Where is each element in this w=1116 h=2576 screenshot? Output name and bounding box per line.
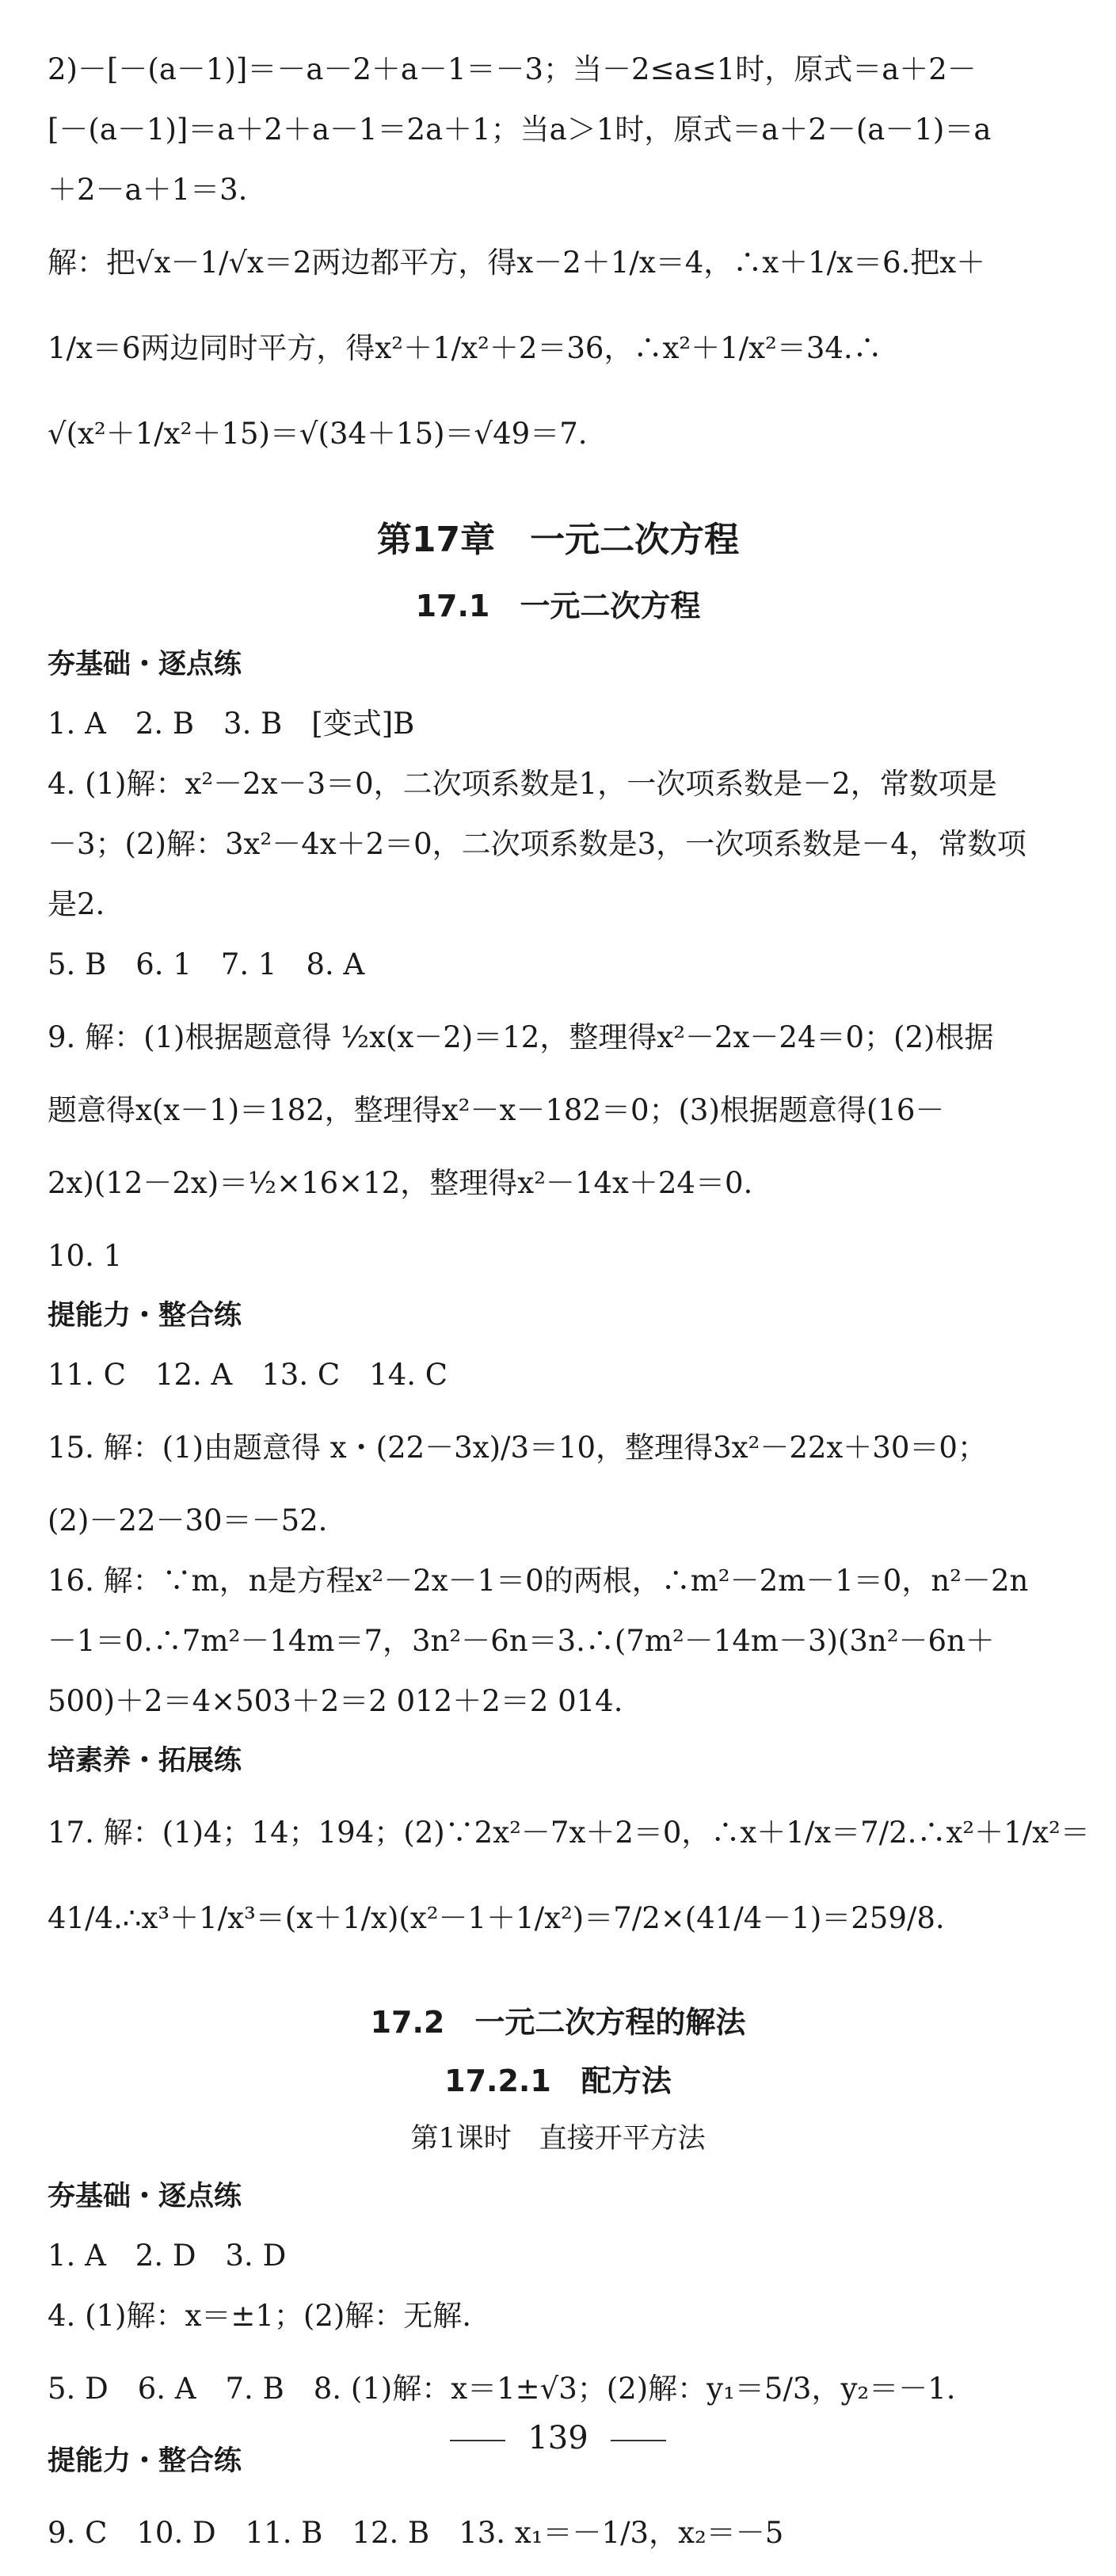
answer-line: 9. 解：(1)根据题意得 ½x(x－2)＝12，整理得x²－2x－24＝0；(2)根据 [48,1020,994,1054]
answer-line: 1. A 2. B 3. B [变式]B [48,707,415,741]
question-3-line-2: 1/x＝6两边同时平方，得x²＋1/x²＋2＝36，∴x²＋1/x²＝34.∴ [48,331,882,365]
section-label: 提能力・整合练 [48,1300,242,1332]
section-label: 夯基础・逐点练 [48,2181,242,2212]
answer-line: 4. (1)解：x²－2x－3＝0，二次项系数是1，一次项系数是－2，常数项是 [48,767,997,801]
answer-line: 9. C 10. D 11. B 12. B 13. x₁＝－1/3，x₂＝－5 [48,2516,784,2550]
section-label: 培素养・拓展练 [48,1745,242,1777]
chapter-title: 第17章 一元二次方程 [376,520,740,560]
footer-rule-right [611,2440,666,2441]
answer-line: 4. (1)解：x＝±1；(2)解：无解. [48,2299,472,2333]
page-number: 139 [528,2420,588,2456]
answer-line: 1. A 2. D 3. D [48,2239,287,2273]
section-title: 17.2 一元二次方程的解法 [370,2005,746,2040]
answer-line: 41/4.∴x³＋1/x³＝(x＋1/x)(x²－1＋1/x²)＝7/2×(41/4－1)＝259/8. [48,1901,945,1935]
answer-line: 题意得x(x－1)＝182，整理得x²－x－182＝0；(3)根据题意得(16－ [48,1093,945,1127]
section-label: 提能力・整合练 [48,2445,242,2477]
answer-line: 15. 解：(1)由题意得 x・(22－3x)/3＝10，整理得3x²－22x＋30＝0； [48,1431,987,1465]
answer-line: 17. 解：(1)4；14；194；(2)∵2x²－7x＋2＝0，∴x＋1/x＝7/2.∴x²＋1/x²＝ [48,1816,1090,1850]
answer-line: －3；(2)解：3x²－4x＋2＝0，二次项系数是3，一次项系数是－4，常数项 [48,827,1026,861]
answer-line: 是2. [48,887,105,921]
text-line: ＋2－a＋1＝3. [48,173,248,207]
answer-line: 11. C 12. A 13. C 14. C [48,1358,448,1392]
answer-line: 5. B 6. 1 7. 1 8. A [48,947,365,981]
text-line: [－(a－1)]＝a＋2＋a－1＝2a＋1；当a＞1时，原式＝a＋2－(a－1)＝a [48,112,992,147]
section-label: 夯基础・逐点练 [48,649,242,680]
page-footer [0,2420,1116,2456]
lesson-title: 第1课时 直接开平方法 [410,2123,706,2155]
question-3-line-3: √(x²＋1/x²＋15)＝√(34＋15)＝√49＝7. [48,417,588,451]
answer-line: (2)－22－30＝－52. [48,1503,328,1538]
answer-line: 2x)(12－2x)＝½×16×12，整理得x²－14x＋24＝0. [48,1166,753,1200]
answer-line: 5. D 6. A 7. B 8. (1)解：x＝1±√3；(2)解：y₁＝5/3，y₂＝－1. [48,2372,956,2406]
text-line: 2)－[－(a－1)]＝－a－2＋a－1＝－3；当－2≤a≤1时，原式＝a＋2－ [48,52,977,86]
footer-rule-left [450,2440,505,2441]
section-title: 17.1 一元二次方程 [415,589,701,623]
answer-line: 500)＋2＝4×503＋2＝2 012＋2＝2 014. [48,1684,623,1718]
question-3-line-1: 解：把√x－1/√x＝2两边都平方，得x－2＋1/x＝4，∴x＋1/x＝6.把x＋ [48,246,986,280]
answer-line: 10. 1 [48,1239,123,1273]
subsection-title: 17.2.1 配方法 [444,2063,672,2098]
answer-line: －1＝0.∴7m²－14m＝7，3n²－6n＝3.∴(7m²－14m－3)(3n²－6n＋ [48,1624,995,1658]
answer-line: 16. 解：∵m，n是方程x²－2x－1＝0的两根，∴m²－2m－1＝0，n²－2n [48,1564,1029,1598]
